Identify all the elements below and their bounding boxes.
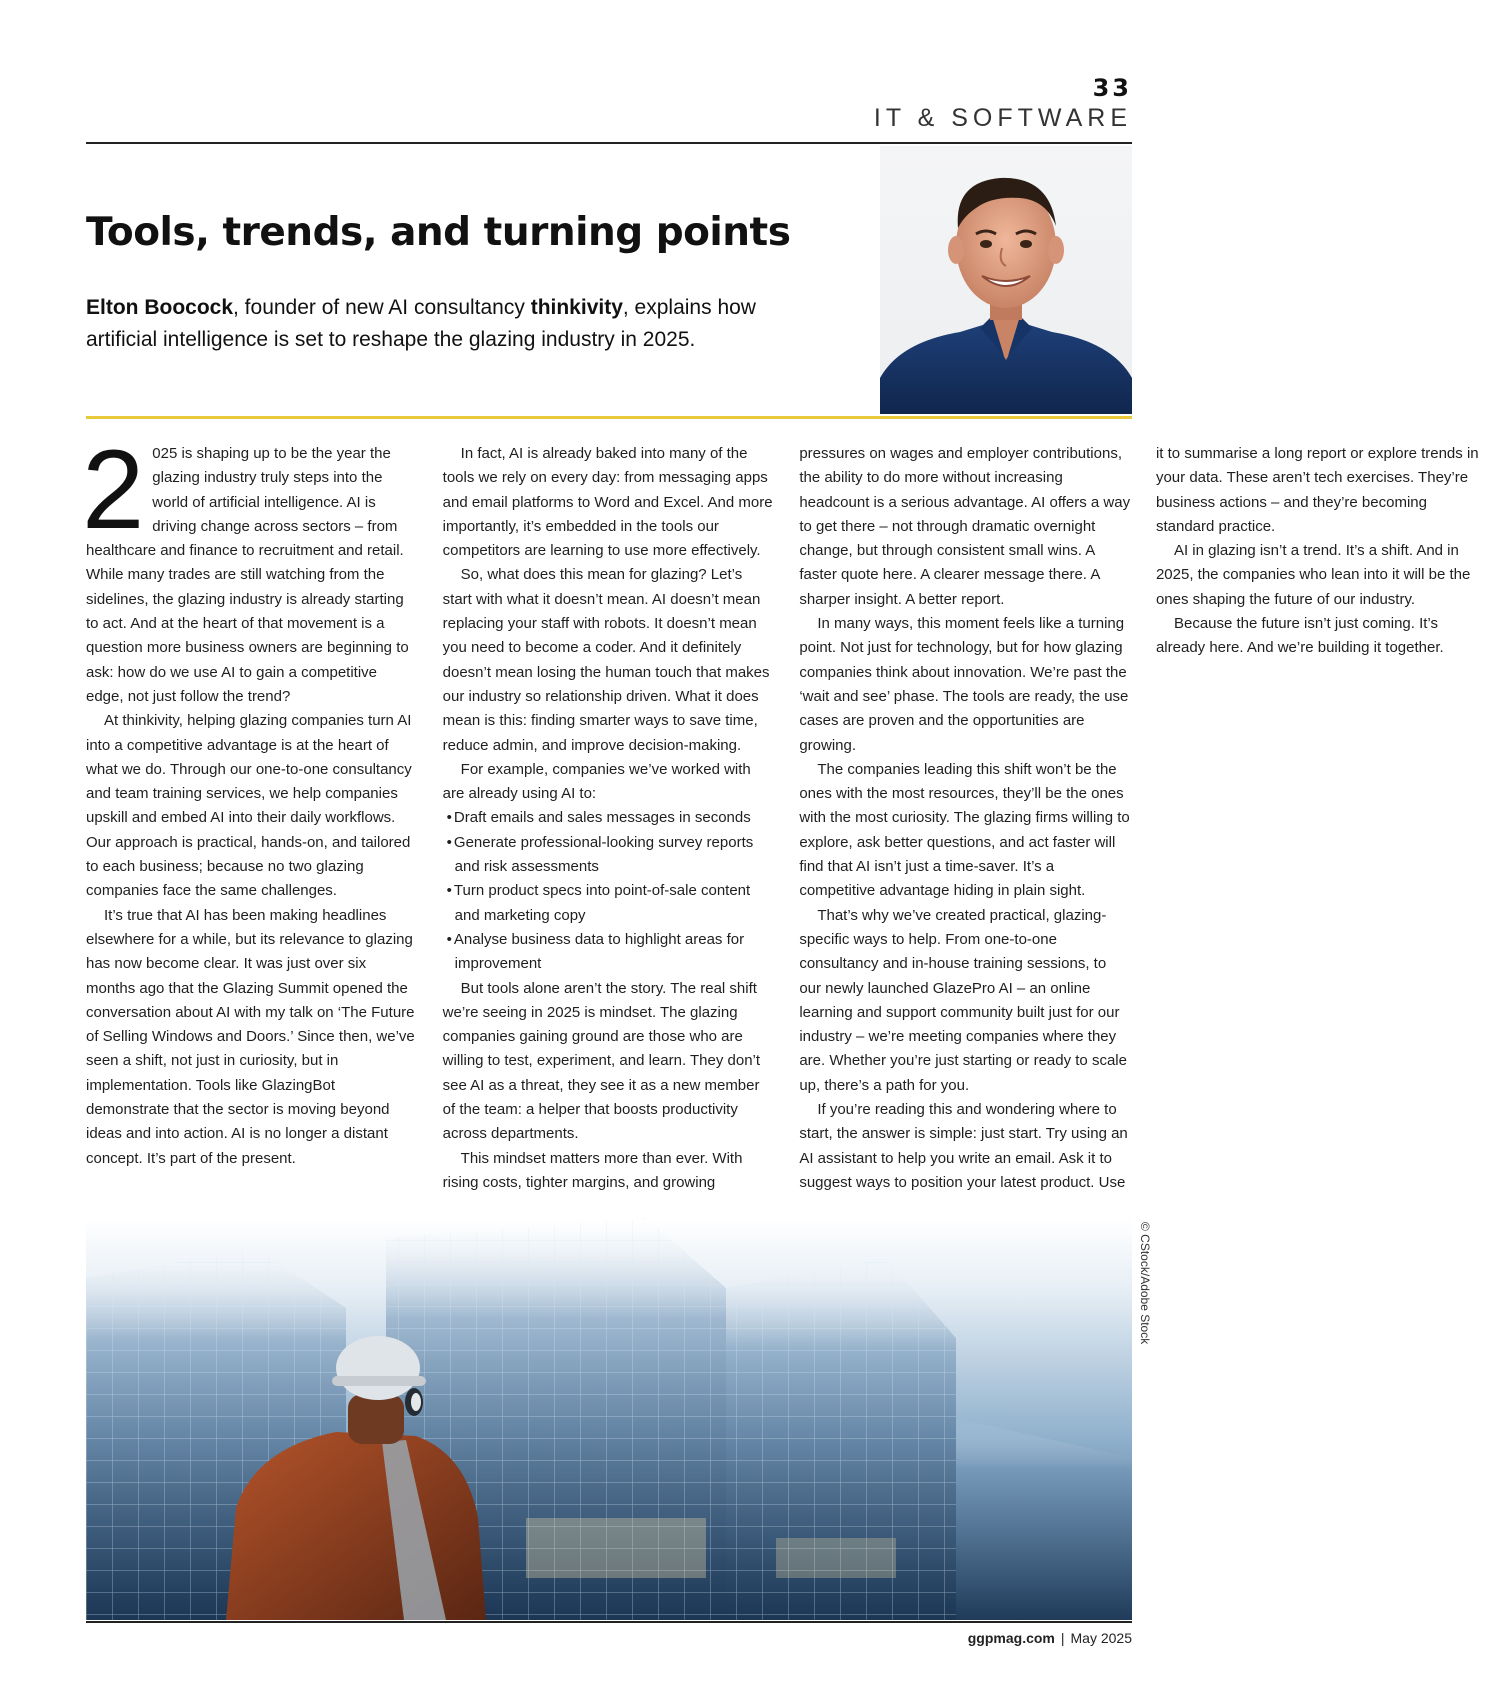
paragraph-13: AI in glazing isn’t a trend. It’s a shift. And in 2025, the companies who lean into it will be the ones shaping the future of our industry. (1155, 542, 1471, 608)
paragraph-6: For example, companies we’ve worked with are already using AI to: (442, 760, 751, 803)
paragraph-8: This mindset matters more than ever. With rising costs, tighter margins, and growing pressures on wages and employer contributions, the ability to do more without increasing headcount is a serious advantage. AI offers a way to get there – not through dramatic overnight change, but through consistent small wins. A faster quote here. A clearer message there. A sharper insight. A better report. (442, 445, 1131, 1191)
paragraph-2: At thinkivity, helping glazing companies turn AI into a competitive advantage is at the heart of what we do. Through our one-to-one consultancy and team training services, we help companies upskill and embed AI into their daily workflows. Our approach is practical, hands-on, and tailored to each business; because no two glazing companies face the same challenges. (86, 712, 412, 900)
dropcap: 2 (82, 427, 145, 552)
page-footer (968, 1630, 1132, 1646)
paragraph-5: So, what does this mean for glazing? Let’s start with what it doesn’t mean. AI doesn’t mean replacing your staff with robots. It doesn’t mean you need to become a coder. And it definitely doesn’t mean losing the human touch that makes our industry so relationship driven. What it does mean is this: finding smarter ways to save time, reduce admin, and improve decision-making. (442, 566, 770, 754)
article-standfirst (86, 292, 826, 356)
paragraph-1-text: 025 is shaping up to be the year the glazing industry truly steps into the world of artificial intelligence. AI is driving change across sectors – from healthcare and finance to recruitment and retail. While many trades are still watching from the sidelines, the glazing industry is already starting to act. And at the heart of that movement is a question more business owners are beginning to ask: how do we use AI to gain a competitive edge, not just follow the trend? (86, 445, 409, 705)
company-name: thinkivity (530, 296, 623, 319)
footer-date: May 2025 (1070, 1630, 1132, 1646)
list-item: • Analyse business data to highlight areas for improvement (443, 928, 776, 977)
list-item: • Draft emails and sales messages in seconds (443, 806, 776, 830)
paragraph-9: In many ways, this moment feels like a turning point. Not just for technology, but for how glazing companies think about innovation. We’re past the ‘wait and see’ phase. The tools are ready, the use cases are proven and the opportunities are growing. (799, 615, 1129, 754)
paragraph-11: That’s why we’ve created practical, glazing-specific ways to help. From one-to-one consultancy and in-house training sessions, to our newly launched GlazePro AI – an online learning and support community built just for our industry – we’re meeting companies where they are. Whether you’re just starting or ready to scale up, there’s a path for you. (799, 906, 1127, 1094)
paragraph-10: The companies leading this shift won’t be the ones with the most resources, they’ll be the ones with the most curiosity. The glazing firms willing to explore, ask better questions, and act faster will find that AI isn’t just a time-saver. It’s a competitive advantage hiding in plain sight. (799, 760, 1130, 900)
image-credit (1130, 1222, 1160, 1502)
article-body (82, 427, 1479, 1218)
standfirst-part-1: , founder of new AI consultancy (233, 296, 531, 319)
paragraph-3: It’s true that AI has been making headlines elsewhere for a while, but its relevance to glazing has now become clear. It was just over six months ago that the Glazing Summit opened the conversation about AI with my talk on ‘The Future of Selling Windows and Doors.’ Since then, we’ve seen a shift, not just in curiosity, but in implementation. Tools like GlazingBot demonstrate that the sector is moving beyond ideas and into action. AI is no longer a distant concept. It’s part of the present. (86, 906, 415, 1167)
paragraph-14: Because the future isn’t just coming. It’s already here. And we’re building it together. (1155, 615, 1444, 657)
standfirst-divider (86, 416, 1132, 419)
author-portrait (880, 146, 1132, 414)
page-number: 33 (1092, 74, 1132, 102)
list-item: • Generate professional-looking survey reports and risk assessments (443, 831, 776, 880)
paragraph-4: In fact, AI is already baked into many of the tools we rely on every day: from messaging apps and email platforms to Word and Excel. And more importantly, it’s embedded in the tools our competitors are learning to use more effectively. (442, 445, 773, 560)
article-title: Tools, trends, and turning points (86, 210, 791, 255)
footer-site: ggpmag.com (967, 1630, 1055, 1646)
standfirst-part-2: , explains how artificial intelligence is set to reshape the glazing industry in 2025. (86, 296, 756, 351)
paragraph-1 (82, 427, 419, 709)
footer-rule (86, 1621, 1132, 1623)
paragraph-12: If you’re reading this and wondering where to start, the answer is simple: just start. Try using an AI assistant to help you write an email. Ask it to suggest ways to position your latest product. Use it to summarise a long report or explore trends in your data. These aren’t tech exercises. They’re business actions – and they’re becoming standard practice. (799, 445, 1479, 1191)
list-item: • Turn product specs into point-of-sale content and marketing copy (443, 879, 776, 928)
section-label: IT & SOFTWARE (873, 104, 1132, 132)
ai-uses-list (443, 806, 776, 976)
paragraph-7: But tools alone aren’t the story. The real shift we’re seeing in 2025 is mindset. The glazing companies gaining ground are those who are willing to test, experiment, and learn. They don’t see AI as a threat, they see it as a new member of the team: a helper that boosts productivity across departments. (442, 979, 761, 1143)
footer-separator: | (1060, 1630, 1065, 1646)
hero-image-construction-worker (86, 1218, 1132, 1620)
header-rule (86, 142, 1132, 144)
image-credit-text: © CStock/Adobe Stock (1138, 1222, 1152, 1345)
author-name: Elton Boocock (86, 296, 234, 319)
